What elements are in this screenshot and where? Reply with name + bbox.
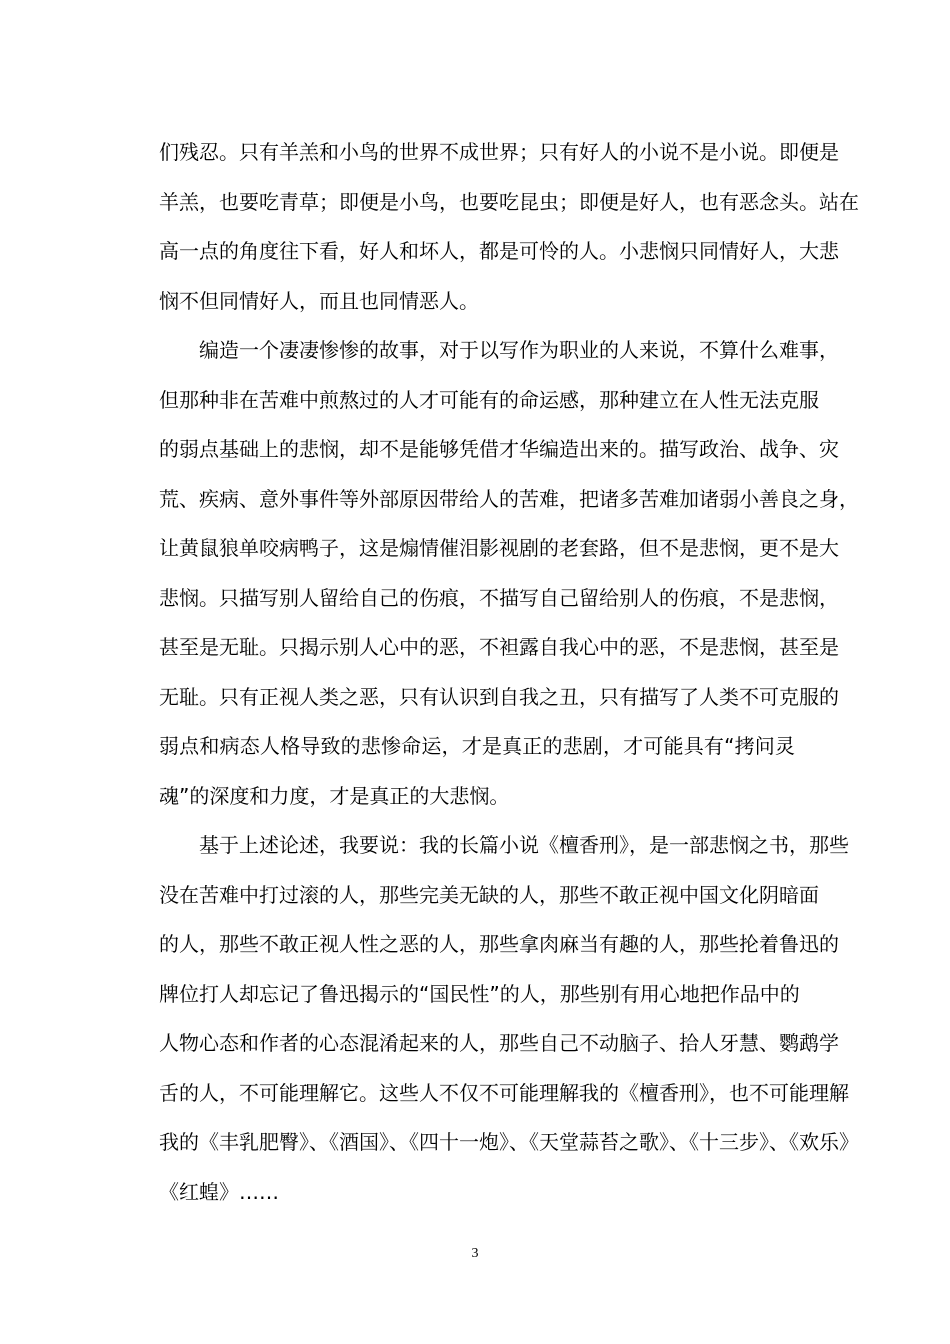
text-line: 让黄鼠狼单咬病鸭子，这是煽情催泪影视剧的老套路，但不是悲悯，更不是大 [159,536,839,560]
text-line: 无耻。只有正视人类之恶，只有认识到自我之丑，只有描写了人类不可克服的 [159,684,839,709]
text-line: 《红蝗》…… [159,1179,279,1204]
text-line: 弱点和病态人格导致的悲惨命运，才是真正的悲剧，才可能具有“拷问灵 [159,734,795,758]
text-line: 魂”的深度和力度，才是真正的大悲悯。 [159,783,510,808]
text-line: 编造一个凄凄惨惨的故事，对于以写作为职业的人来说，不算什么难事， [159,338,839,362]
text-line: 悲悯。只描写别人留给自己的伤痕，不描写自己留给别人的伤痕，不是悲悯， [159,585,839,610]
page-number: 3 [471,1246,479,1261]
text-line: 羊羔，也要吃青草；即便是小鸟，也要吃昆虫；即便是好人，也有恶念头。站在 [159,189,859,214]
text-line: 高一点的角度往下看，好人和坏人，都是可怜的人。小悲悯只同情好人，大悲 [159,239,839,263]
text-line: 荒、疾病、意外事件等外部原因带给人的苦难，把诸多苦难加诸弱小善良之身， [159,486,859,511]
text-line: 甚至是无耻。只揭示别人心中的恶，不袒露自我心中的恶，不是悲悯，甚至是 [159,635,839,659]
body-text [159,128,859,1217]
text-line: 牌位打人却忘记了鲁迅揭示的“国民性”的人，那些别有用心地把作品中的 [159,981,800,1006]
text-line: 基于上述论述，我要说：我的长篇小说《檀香刑》，是一部悲悯之书，那些 [159,833,849,857]
text-line: 悯不但同情好人，而且也同情恶人。 [159,288,479,313]
text-line: 人物心态和作者的心态混淆起来的人，那些自己不动脑子、拾人牙慧、鹦鹉学 [159,1031,839,1055]
text-line: 舌的人，不可能理解它。这些人不仅不可能理解我的《檀香刑》，也不可能理解 [159,1080,849,1105]
text-line: 的弱点基础上的悲悯，却不是能够凭借才华编造出来的。描写政治、战争、灾 [159,437,839,461]
text-line: 我的《丰乳肥臀》、《酒国》、《四十一炮》、《天堂蒜苔之歌》、《十三步》、《欢乐》 [159,1130,859,1154]
text-line: 没在苦难中打过滚的人，那些完美无缺的人，那些不敢正视中国文化阴暗面 [159,882,819,907]
text-line: 的人，那些不敢正视人性之恶的人，那些拿肉麻当有趣的人，那些抡着鲁迅的 [159,932,839,956]
text-line: 们残忍。只有羊羔和小鸟的世界不成世界；只有好人的小说不是小说。即便是 [159,140,839,164]
text-line: 但那种非在苦难中煎熬过的人才可能有的命运感，那种建立在人性无法克服 [159,387,819,412]
